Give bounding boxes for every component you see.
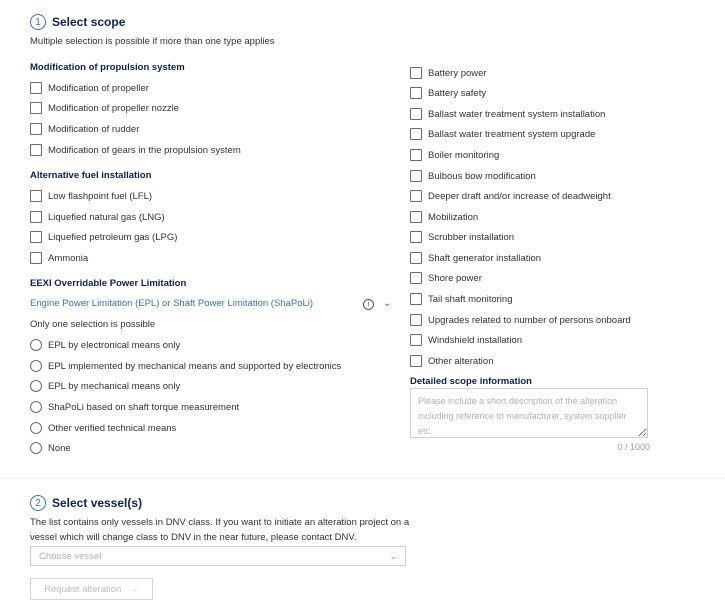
- vessel-desc-line2: vessel which will change class to DNV in the near future, please contact DNV.: [30, 532, 357, 543]
- checkbox-label: Other alteration: [428, 355, 494, 367]
- checkbox-label: Liquefied natural gas (LNG): [48, 211, 165, 223]
- eexi-note: Only one selection is possible: [30, 319, 156, 330]
- checkbox-windshield[interactable]: [410, 334, 522, 346]
- checkbox-rudder[interactable]: [30, 123, 139, 135]
- info-icon[interactable]: i: [363, 299, 374, 310]
- epl-shapoli-link[interactable]: Engine Power Limitation (EPL) or Shaft Power Limitation (ShaPoLi): [30, 298, 314, 309]
- radio-label: None: [48, 442, 71, 454]
- checkbox-label: Bulbous bow modification: [428, 170, 536, 182]
- checkbox-label: Shaft generator installation: [428, 252, 542, 264]
- arrow-right-icon: →: [129, 583, 139, 595]
- checkbox-label: Low flashpoint fuel (LFL): [48, 190, 153, 202]
- step-2-indicator: 2: [30, 495, 46, 511]
- checkbox-label: Ballast water treatment system installation: [428, 108, 606, 120]
- radio-none[interactable]: [30, 442, 71, 454]
- checkbox-box[interactable]: [30, 190, 42, 202]
- radio-label: EPL by mechanical means only: [48, 380, 181, 392]
- checkbox-label: Ammonia: [48, 252, 89, 264]
- radio-label: Other verified technical means: [48, 422, 177, 434]
- checkbox-label: Upgrades related to number of persons onboard: [428, 314, 631, 326]
- radio-epl-electronic[interactable]: [30, 339, 180, 351]
- checkbox-scrubber[interactable]: [410, 231, 514, 243]
- radio-epl-mechanical-electronic[interactable]: [30, 360, 341, 372]
- checkbox-label: Modification of rudder: [48, 123, 140, 135]
- details-char-counter: 0 / 1000: [617, 442, 650, 452]
- checkbox-mobilization[interactable]: [410, 211, 478, 223]
- checkbox-box[interactable]: [410, 355, 422, 367]
- radio-circle[interactable]: [30, 401, 42, 413]
- propulsion-heading: Modification of propulsion system: [30, 62, 185, 73]
- checkbox-shore-power[interactable]: [410, 272, 482, 284]
- request-alteration-button[interactable]: [30, 578, 153, 600]
- vessel-title: Select vessel(s): [52, 496, 143, 510]
- eexi-heading: EEXI Overridable Power Limitation: [30, 278, 187, 289]
- checkbox-box[interactable]: [30, 123, 42, 135]
- radio-circle[interactable]: [30, 339, 42, 351]
- request-alteration-label: Request alteration: [44, 583, 122, 595]
- checkbox-persons-onboard[interactable]: [410, 314, 631, 326]
- checkbox-box[interactable]: [410, 293, 422, 305]
- checkbox-label: Scrubber installation: [428, 231, 515, 243]
- checkbox-boiler-monitoring[interactable]: [410, 149, 499, 161]
- chevron-down-icon[interactable]: ⌄: [383, 298, 392, 309]
- radio-shapoli-torque[interactable]: [30, 401, 239, 413]
- checkbox-ballast-install[interactable]: [410, 108, 605, 120]
- checkbox-box[interactable]: [410, 314, 422, 326]
- checkbox-box[interactable]: [410, 149, 422, 161]
- radio-label: EPL implemented by mechanical means and supported by electronics: [48, 360, 342, 372]
- radio-circle[interactable]: [30, 360, 42, 372]
- checkbox-label: Shore power: [428, 272, 482, 284]
- checkbox-box[interactable]: [30, 102, 42, 114]
- checkbox-label: Windshield installation: [428, 334, 522, 346]
- checkbox-label: Liquefied petroleum gas (LPG): [48, 231, 178, 243]
- checkbox-propeller[interactable]: [30, 82, 149, 94]
- checkbox-ammonia[interactable]: [30, 252, 88, 264]
- checkbox-label: Boiler monitoring: [428, 149, 500, 161]
- radio-label: ShaPoLi based on shaft torque measurement: [48, 401, 240, 413]
- checkbox-box[interactable]: [410, 128, 422, 140]
- checkbox-deeper-draft[interactable]: [410, 190, 611, 202]
- checkbox-tail-shaft[interactable]: [410, 293, 512, 305]
- radio-circle[interactable]: [30, 380, 42, 392]
- checkbox-label: Modification of propeller: [48, 82, 149, 94]
- vessel-desc-line1: The list contains only vessels in DNV class. If you want to initiate an alteration project on a: [30, 517, 410, 528]
- checkbox-box[interactable]: [410, 252, 422, 264]
- checkbox-box[interactable]: [410, 108, 422, 120]
- checkbox-box[interactable]: [410, 67, 422, 79]
- checkbox-bulbous-bow[interactable]: [410, 170, 536, 182]
- checkbox-gears[interactable]: [30, 144, 241, 156]
- vessel-select[interactable]: [30, 546, 406, 566]
- checkbox-box[interactable]: [30, 82, 42, 94]
- checkbox-label: Modification of gears in the propulsion system: [48, 144, 241, 156]
- step-1-indicator: 1: [30, 14, 46, 30]
- checkbox-battery-power[interactable]: [410, 67, 487, 79]
- details-textarea[interactable]: [410, 388, 648, 438]
- section-divider: [0, 478, 725, 479]
- checkbox-box[interactable]: [30, 211, 42, 223]
- checkbox-box[interactable]: [410, 190, 422, 202]
- checkbox-shaft-generator[interactable]: [410, 252, 541, 264]
- checkbox-box[interactable]: [410, 272, 422, 284]
- radio-circle[interactable]: [30, 422, 42, 434]
- checkbox-lfl[interactable]: [30, 190, 152, 202]
- checkbox-box[interactable]: [30, 231, 42, 243]
- checkbox-lpg[interactable]: [30, 231, 177, 243]
- checkbox-ballast-upgrade[interactable]: [410, 128, 595, 140]
- checkbox-battery-safety[interactable]: [410, 87, 486, 99]
- checkbox-box[interactable]: [410, 170, 422, 182]
- checkbox-label: Tail shaft monitoring: [428, 293, 513, 305]
- details-label: Detailed scope information: [410, 376, 532, 387]
- vessel-select-placeholder: Choose vessel: [39, 550, 102, 562]
- chevron-down-icon: ⌄: [389, 550, 397, 561]
- radio-label: EPL by electronical means only: [48, 339, 181, 351]
- checkbox-box[interactable]: [30, 252, 42, 264]
- checkbox-propeller-nozzle[interactable]: [30, 102, 179, 114]
- checkbox-box[interactable]: [410, 334, 422, 346]
- checkbox-label: Mobilization: [428, 211, 479, 223]
- checkbox-label: Battery safety: [428, 87, 487, 99]
- checkbox-lng[interactable]: [30, 211, 165, 223]
- radio-epl-mechanical[interactable]: [30, 380, 180, 392]
- checkbox-label: Battery power: [428, 67, 487, 79]
- radio-circle[interactable]: [30, 442, 42, 454]
- checkbox-label: Ballast water treatment system upgrade: [428, 128, 596, 140]
- checkbox-box[interactable]: [410, 87, 422, 99]
- scope-subtitle: Multiple selection is possible if more than one type applies: [30, 36, 275, 47]
- fuel-heading: Alternative fuel installation: [30, 170, 152, 181]
- scope-title: Select scope: [52, 15, 126, 29]
- radio-other-technical[interactable]: [30, 422, 176, 434]
- checkbox-label: Deeper draft and/or increase of deadweight: [428, 190, 611, 202]
- checkbox-label: Modification of propeller nozzle: [48, 102, 179, 114]
- checkbox-box[interactable]: [410, 231, 422, 243]
- checkbox-box[interactable]: [30, 144, 42, 156]
- checkbox-box[interactable]: [410, 211, 422, 223]
- checkbox-other-alteration[interactable]: [410, 355, 493, 367]
